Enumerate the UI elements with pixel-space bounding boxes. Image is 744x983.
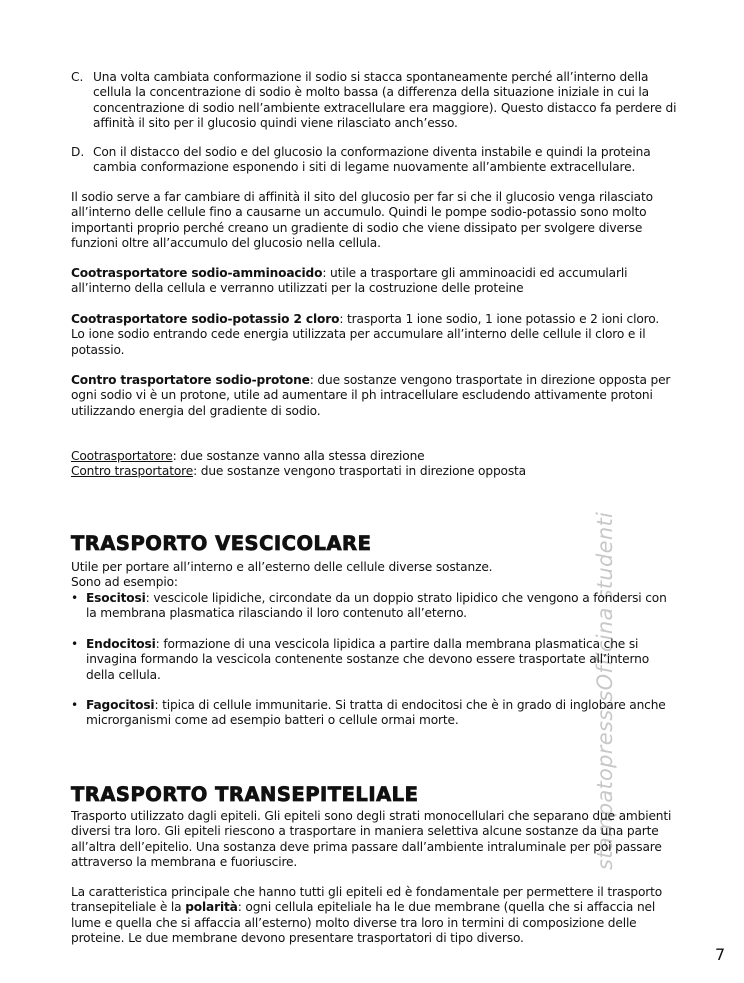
list-item-esocitosi bbox=[86, 591, 678, 622]
paragraph-cotrasportatore-amminoacido bbox=[71, 266, 676, 297]
def-text-controtrasportatore: : due sostanze vengono trasportati in direzione opposta bbox=[193, 464, 526, 478]
vescicolare-intro-2: Sono ad esempio: bbox=[71, 575, 178, 589]
transepiteliale-p2-end: : ogni cellula epiteliale ha le due membrane (quella che si affaccia nel lume e quella che si affaccia all’esterno) molto diverse tra loro in termini di composizione delle proteine. Le due membrane devono presentare trasportatori di tipo diverso. bbox=[71, 900, 656, 945]
page-number: 7 bbox=[715, 945, 726, 964]
vescicolare-intro: Utile per portare all’interno e all’esterno delle cellule diverse sostanze. bbox=[71, 560, 493, 574]
heading-trasporto-vescicolare: TRASPORTO VESCICOLARE bbox=[71, 532, 372, 555]
text-cotrasportatore-amminoacido: : utile a trasportare gli amminoacidi ed accumularli all’interno della cellula e verranno utilizzati per la costruzione delle proteine bbox=[71, 266, 628, 296]
watermark: stampatopress-sOfficina studenti bbox=[593, 511, 617, 870]
item-d-label: D. bbox=[71, 145, 85, 159]
bullet-marker: • bbox=[71, 637, 79, 651]
def-term-controtrasportatore: Contro trasportatore bbox=[71, 464, 194, 478]
text-cotrasportatore-potassio: : trasporta 1 ione sodio, 1 ione potassio e 2 ioni cloro. Lo ione sodio entrando cede energia utilizzata per accumulare all’interno delle cellule il cloro e il potassio. bbox=[71, 312, 660, 357]
term-fagocitosi: Fagocitosi bbox=[86, 698, 155, 712]
bullet-marker: • bbox=[71, 698, 79, 712]
definition-cotrasportatore bbox=[71, 449, 676, 464]
term-controtrasportatore: Contro trasportatore sodio-protone bbox=[71, 373, 310, 387]
term-cotrasportatore-amminoacido: Cootrasportatore sodio-amminoacido bbox=[71, 266, 323, 280]
paragraph-controtrasportatore bbox=[71, 373, 676, 419]
paragraph-sodio: Il sodio serve a far cambiare di affinità il sito del glucosio per far si che il glucosio venga rilasciato all’interno delle cellule fino a causarne un accumulo. Quindi le pompe sodio-potassio sono molto importanti proprio perché creano un gradiente di sodio che viene dissipato per svolgere diverse funzioni oltre all’accumulo del glucosio nella cellula. bbox=[71, 190, 653, 250]
item-c-text: Una volta cambiata conformazione il sodio si stacca spontaneamente perché all’interno della cellula la concentrazione di sodio è molto bassa (a differenza della situazione iniziale in cui la concentrazione di sodio nell’ambiente extracellulare era maggiore). Questo distacco fa perdere di affinità il sito per il glucosio quindi viene rilasciato anch’esso. bbox=[93, 70, 677, 130]
term-endocitosi: Endocitosi bbox=[86, 637, 156, 651]
text-endocitosi: : formazione di una vescicola lipidica a partire dalla membrana plasmatica che si invagina formando la vescicola contenente sostanze che devono essere trasportate all’interno della cellula. bbox=[86, 637, 650, 682]
item-d-text: Con il distacco del sodio e del glucosio la conformazione diventa instabile e quindi la proteina cambia conformazione esponendo i siti di legame nuovamente all’ambiente extracellulare. bbox=[93, 145, 651, 175]
transepiteliale-p2-start: La caratteristica principale che hanno tutti gli epiteli ed è fondamentale per permettere il trasporto transepiteliale è la bbox=[71, 885, 663, 915]
definition-controtrasportatore bbox=[71, 464, 676, 479]
transepiteliale-paragraph-1: Trasporto utilizzato dagli epiteli. Gli epiteli sono degli strati monocellulari che separano due ambienti diversi tra loro. Gli epiteli riescono a trasportare in maniera selettiva alcune sostanze da una parte all’altra dell’epitelio. Una sostanza deve prima passare dall’ambiente intraluminale per poi passare attraverso la membrana e fuoriuscire. bbox=[71, 809, 672, 869]
bullet-marker: • bbox=[71, 591, 79, 605]
term-esocitosi: Esocitosi bbox=[86, 591, 146, 605]
term-polarita: polarità bbox=[185, 900, 238, 915]
heading-trasporto-transepiteliale: TRASPORTO TRANSEPITELIALE bbox=[71, 783, 419, 806]
term-cotrasportatore-potassio: Cootrasportatore sodio-potassio 2 cloro bbox=[71, 312, 340, 326]
item-c-label: C. bbox=[71, 70, 84, 84]
text-controtrasportatore: : due sostanze vengono trasportate in direzione opposta per ogni sodio vi è un protone, utile ad aumentare il ph intracellulare escludendo attivamente protoni utilizzando energia del gradiente di sodio. bbox=[71, 373, 671, 418]
text-fagocitosi: : tipica di cellule immunitarie. Si tratta di endocitosi che è in grado di inglobare anche microrganismi come ad esempio batteri o cellule ormai morte. bbox=[86, 698, 666, 728]
list-item-endocitosi bbox=[86, 637, 678, 683]
list-item-fagocitosi bbox=[86, 698, 678, 729]
text-esocitosi: : vescicole lipidiche, circondate da un doppio strato lipidico che vengono a fondersi con la membrana plasmatica rilasciando il loro contenuto all’eterno. bbox=[86, 591, 667, 621]
def-text-cotrasportatore: : due sostanze vanno alla stessa direzione bbox=[172, 449, 425, 463]
transepiteliale-paragraph-2 bbox=[71, 885, 676, 946]
paragraph-cotrasportatore-potassio bbox=[71, 312, 676, 358]
def-term-cotrasportatore: Cootrasportatore bbox=[71, 449, 173, 463]
